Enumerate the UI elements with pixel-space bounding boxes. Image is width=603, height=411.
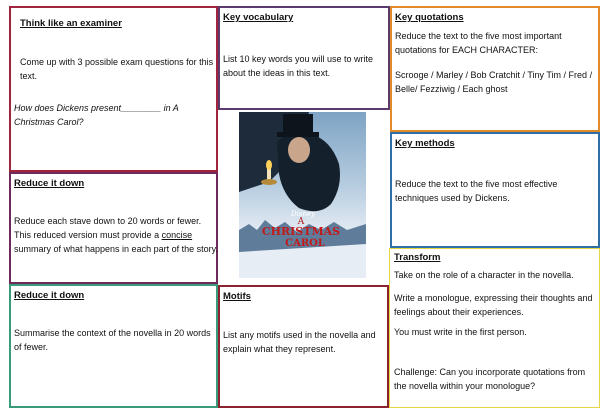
methods-heading: Key methods	[395, 138, 455, 149]
reduce2-heading: Reduce it down	[14, 290, 85, 301]
quotations-text: Reduce the text to the five most important quotations for EACH CHARACTER:	[395, 31, 562, 55]
reduce1-text-b: summary of what happens in each part of the story.	[14, 244, 218, 254]
reduce1-text	[14, 214, 218, 256]
motifs-text: List any motifs used in the novella and explain what they represent.	[223, 330, 376, 354]
reduce1-text-a: Reduce each stave down to 20 words or fewer. This reduced version must provide a	[14, 216, 202, 240]
vocab-heading: Key vocabulary	[223, 12, 294, 23]
key-vocabulary-box	[218, 6, 390, 110]
quotations-characters: Scrooge / Marley / Bob Cratchit / Tiny Tim / Fred / Belle/ Fezziwig / Each ghost	[395, 70, 593, 94]
christmas-carol-poster	[239, 112, 366, 278]
think-example-question-line1: How does Dickens present________ in A	[14, 103, 179, 113]
reduce-it-down-stave-box	[9, 172, 218, 284]
reduce-it-down-context-box	[9, 284, 218, 408]
transform-p3: You must write in the first person.	[394, 327, 527, 337]
key-quotations-box	[390, 6, 600, 132]
reduce1-concise: concise	[161, 230, 193, 240]
think-like-examiner-box	[9, 6, 218, 172]
poster-title-a: A	[297, 217, 305, 227]
vocab-text: List 10 key words you will use to write about the ideas in this text.	[223, 54, 374, 78]
quotations-heading: Key quotations	[395, 12, 464, 23]
poster-title-christmas: CHRISTMAS	[261, 225, 341, 238]
think-heading: Think like an examiner	[20, 18, 122, 29]
think-example-question-line2: Christmas Carol?	[14, 117, 84, 127]
transform-heading: Transform	[394, 252, 441, 263]
transform-p1: Take on the role of a character in the novella.	[394, 270, 574, 280]
reduce1-heading: Reduce it down	[14, 178, 85, 189]
motifs-box	[218, 285, 389, 408]
poster-title-carol: CAROL	[285, 238, 325, 249]
transform-p2: Write a monologue, expressing their thoughts and feelings about their experiences.	[394, 293, 593, 317]
transform-box	[389, 248, 600, 408]
think-instruction: Come up with 3 possible exam questions for this text.	[20, 57, 214, 81]
poster-art	[239, 112, 366, 278]
transform-p4: Challenge: Can you incorporate quotations from the novella within your monologue?	[394, 367, 586, 391]
key-methods-box	[390, 132, 600, 248]
motifs-heading: Motifs	[223, 291, 251, 302]
methods-text: Reduce the text to the five most effective techniques used by Dickens.	[395, 179, 558, 203]
reduce2-text: Summarise the context of the novella in 20 words of fewer.	[14, 328, 211, 352]
poster-brand: Disney	[291, 210, 316, 218]
